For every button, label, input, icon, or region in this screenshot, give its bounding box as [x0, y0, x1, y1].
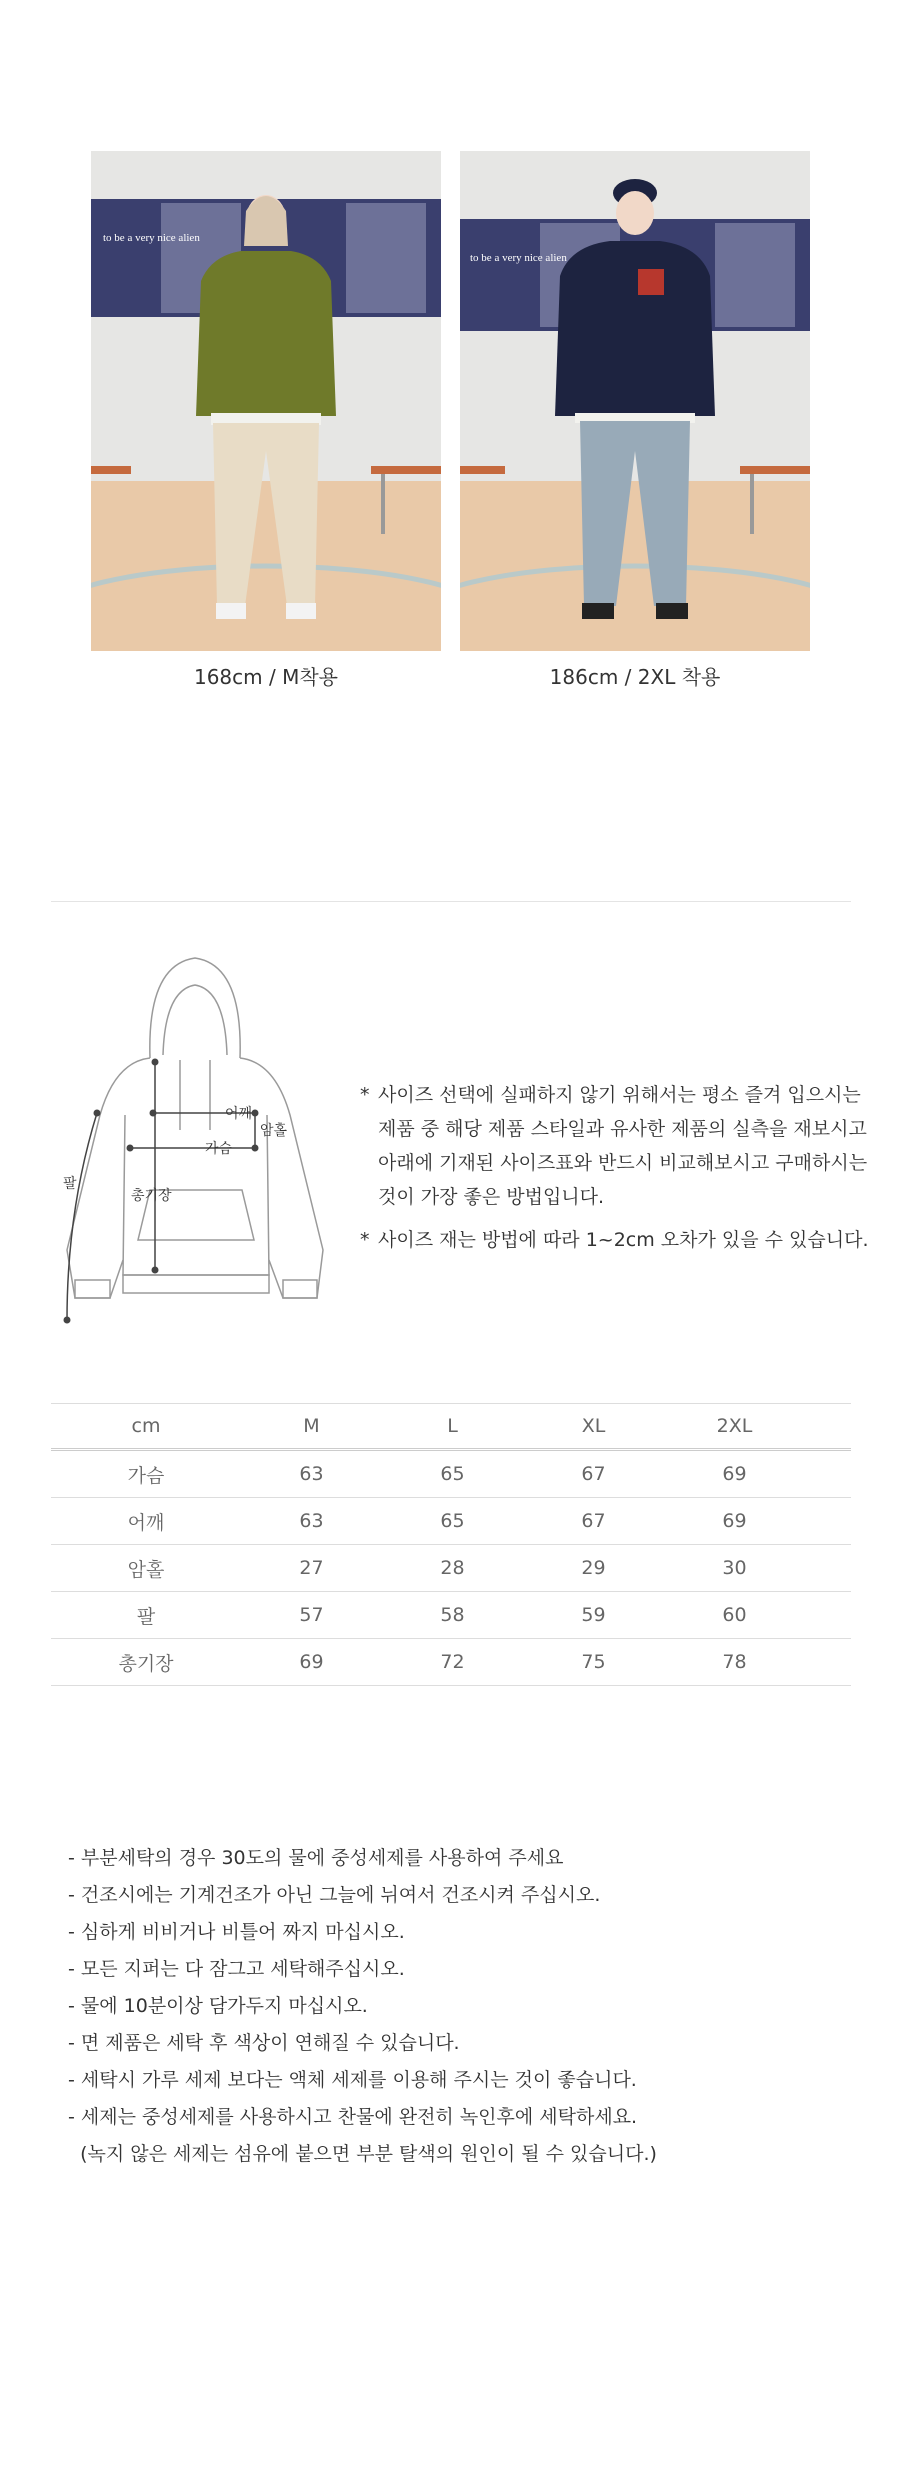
- table-spacer: [805, 1639, 851, 1686]
- header-spacer: [805, 1404, 851, 1450]
- size-note: [360, 1223, 880, 1257]
- table-cell: 63: [241, 1498, 382, 1545]
- note-text: 사이즈 재는 방법에 따라 1~2cm 오차가 있을 수 있습니다.: [378, 1229, 869, 1251]
- care-line: - 면 제품은 세탁 후 색상이 연해질 수 있습니다.: [68, 2032, 460, 2054]
- size-note: [360, 1078, 880, 1214]
- care-line: (녹지 않은 세제는 섬유에 붙으면 부분 탈색의 원인이 될 수 있습니다.): [68, 2143, 657, 2165]
- table-row: [51, 1450, 851, 1498]
- table-cell: 69: [664, 1498, 805, 1545]
- table-cell: 27: [241, 1545, 382, 1592]
- care-line: - 세탁시 가루 세제 보다는 액체 세제를 이용해 주시는 것이 좋습니다.: [68, 2069, 637, 2091]
- row-label: 팔: [51, 1592, 241, 1639]
- table-cell: 29: [523, 1545, 664, 1592]
- table-cell: 75: [523, 1639, 664, 1686]
- table-row: [51, 1592, 851, 1639]
- table-cell: 30: [664, 1545, 805, 1592]
- table-spacer: [805, 1592, 851, 1639]
- table-header-row: [51, 1404, 851, 1450]
- care-instructions: [68, 1840, 868, 2173]
- care-line: - 심하게 비비거나 비틀어 짜지 마십시오.: [68, 1921, 405, 1943]
- row-label: 가슴: [51, 1450, 241, 1498]
- note-marker: *: [360, 1084, 370, 1106]
- label-armhole: 암홀: [260, 1123, 288, 1139]
- label-length: 총기장: [131, 1188, 172, 1204]
- row-label: 어깨: [51, 1498, 241, 1545]
- table-cell: 67: [523, 1450, 664, 1498]
- model-photo-olive-hoodie: [91, 151, 441, 651]
- table-spacer: [805, 1498, 851, 1545]
- label-sleeve: 팔: [63, 1176, 77, 1192]
- label-chest: 가슴: [205, 1141, 233, 1157]
- poster-text: to be a very nice alien: [470, 252, 567, 264]
- note-marker: *: [360, 1229, 370, 1251]
- header-cell: cm: [51, 1404, 241, 1450]
- table-cell: 57: [241, 1592, 382, 1639]
- table-cell: 58: [382, 1592, 523, 1639]
- table-cell: 69: [241, 1639, 382, 1686]
- care-line: - 건조시에는 기계건조가 아닌 그늘에 뉘여서 건조시켜 주십시오.: [68, 1884, 601, 1906]
- table-row: [51, 1545, 851, 1592]
- header-cell: L: [382, 1404, 523, 1450]
- table-spacer: [805, 1545, 851, 1592]
- table-cell: 60: [664, 1592, 805, 1639]
- care-line: - 모든 지퍼는 다 잠그고 세탁해주십시오.: [68, 1958, 405, 1980]
- care-line: - 물에 10분이상 담가두지 마십시오.: [68, 1995, 368, 2017]
- row-label: 암홀: [51, 1545, 241, 1592]
- table-row: [51, 1498, 851, 1545]
- care-line: - 세제는 중성세제를 사용하시고 찬물에 완전히 녹인후에 세탁하세요.: [68, 2106, 638, 2128]
- table-cell: 67: [523, 1498, 664, 1545]
- header-cell: M: [241, 1404, 382, 1450]
- table-cell: 69: [664, 1450, 805, 1498]
- photo-caption-1: 168cm / M착용: [193, 665, 338, 689]
- note-text: 사이즈 선택에 실패하지 않기 위해서는 평소 즐겨 입으시는 제품 중 해당 제품 스타일과 유사한 제품의 실측을 재보시고 아래에 기재된 사이즈표와 반드시 비교해보시고 구매하시는 것이 가장 좋은 방법입니다.: [378, 1084, 868, 1208]
- table-cell: 28: [382, 1545, 523, 1592]
- photo-caption-2: 186cm / 2XL 착용: [549, 665, 721, 689]
- row-label: 총기장: [51, 1639, 241, 1686]
- table-cell: 63: [241, 1450, 382, 1498]
- label-shoulder: 어깨: [225, 1106, 253, 1122]
- hoodie-measurement-diagram: [55, 950, 345, 1330]
- table-cell: 65: [382, 1450, 523, 1498]
- poster-text: to be a very nice alien: [103, 232, 200, 244]
- model-photo-navy-hoodie: [460, 151, 810, 651]
- table-cell: 59: [523, 1592, 664, 1639]
- care-line: - 부분세탁의 경우 30도의 물에 중성세제를 사용하여 주세요: [68, 1847, 564, 1869]
- table-cell: 78: [664, 1639, 805, 1686]
- section-divider: [51, 901, 851, 902]
- table-cell: 65: [382, 1498, 523, 1545]
- table-cell: 72: [382, 1639, 523, 1686]
- size-chart-table: [51, 1403, 851, 1686]
- table-spacer: [805, 1450, 851, 1498]
- table-row: [51, 1639, 851, 1686]
- header-cell: XL: [523, 1404, 664, 1450]
- header-cell: 2XL: [664, 1404, 805, 1450]
- size-notes: [360, 1078, 880, 1266]
